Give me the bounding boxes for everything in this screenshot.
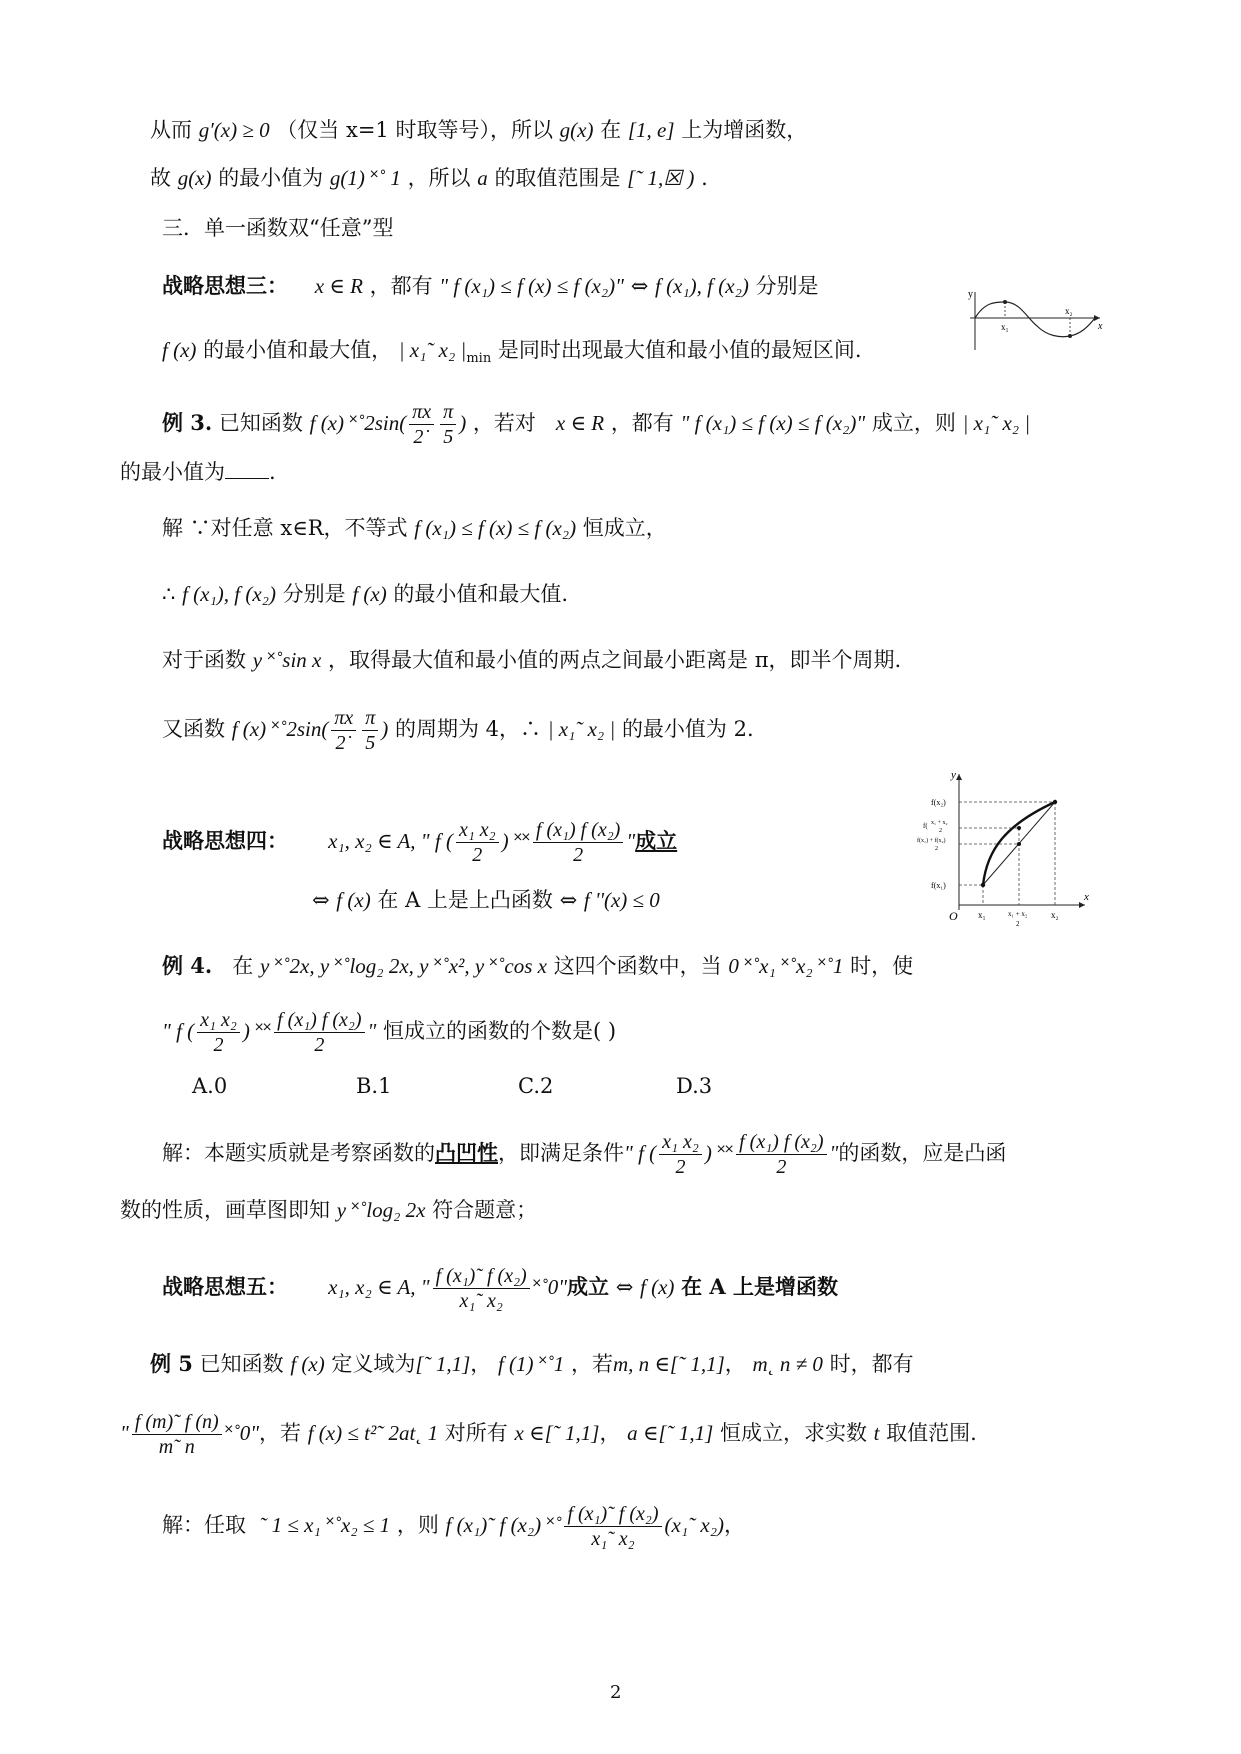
xmid-denominator: 2 [1016,920,1020,928]
math: ) [381,717,389,741]
text: 时，都有 [829,1352,914,1376]
origin-label: O [949,909,958,923]
text: ， [724,1513,745,1537]
math: t [873,1421,880,1445]
math: a ∈[˜ 1,1] [627,1421,714,1445]
line-11 [162,706,754,755]
math: 0 ˟˚x₁ ˟˚x₂ ˟˚1 [728,954,844,978]
math: [˜ 1,☒ ) [627,166,695,190]
line-13 [312,884,660,916]
text: 分别是 [282,582,346,606]
text: 对所有 [444,1421,508,1445]
x1-label: x₁ [1001,322,1009,332]
answer-blank [225,456,269,479]
text: ，都有 [610,411,674,435]
strategy-label: 战略思想五： [162,1274,288,1299]
math: | x₁˜ x₂ | [962,411,1031,435]
text: 成立，则 [871,411,956,435]
math: ⇔ [630,274,649,298]
text: 时，使 [850,954,914,978]
math: f (x) [640,1275,675,1299]
math: m˛ n ≠ 0 [752,1352,823,1376]
x-axis-label: x [1098,321,1103,332]
line-7 [120,456,276,488]
math: x₁, x₂ ∈ A, " [328,1275,430,1299]
text: 恒成立，求实数 [719,1421,867,1445]
text: 凸凹性 [435,1140,498,1165]
math: g(x) [559,118,594,142]
math: " f ( [162,1019,195,1043]
line-5 [162,334,862,375]
math: a [477,166,488,190]
math: g′(x) ≥ 0 [198,118,270,142]
fraction: $\frac{\text{x₁ x₂}}{2}$ [456,818,499,867]
text: 成立 [635,828,678,853]
text: 这四个函数中，当 [553,954,722,978]
option-b: B.1 [356,1074,392,1098]
text: （仅当 x=1 时取等号），所以 [276,118,553,142]
text: 数的性质，画草图即知 [120,1198,330,1222]
math: y ˟˚log₂ 2x [336,1198,426,1222]
xmid-label: x₁ + x₂ [1008,910,1028,918]
example-label: 例 3. [162,410,213,435]
math: f (x) ˟˚2sin( [231,717,329,741]
x2-label: x₂ [1065,306,1073,316]
math: [1, e] [627,118,675,142]
text: 上为增函数， [681,118,808,142]
y-axis-label: y [968,289,973,300]
example-label: 例 5 [150,1351,193,1376]
line-8 [162,512,667,544]
math: g(1) ˟˚ 1 [329,166,401,190]
text: 在 [600,118,622,142]
line-strategy-4 [162,818,677,867]
text: 分别是 [755,274,819,298]
math: f (x) [352,582,387,606]
math: f (x₁), f (x₂) [654,274,749,298]
math: " f (x₁) ≤ f (x) ≤ f (x₂)" [439,274,624,298]
math: | x₁˜ x₂ | [547,717,616,741]
text: 解 ∵对任意 x∈R，不等式 [162,516,408,540]
line-17 [162,1130,1006,1179]
text: 成立 [567,1274,610,1299]
text: 已知函数 [218,411,303,435]
line-21 [120,1410,977,1459]
text: 恒成立的函数的个数是( ) [383,1019,617,1043]
text: ， [724,1352,746,1376]
math: f (x) [162,338,197,362]
math: ) ˟˟ [242,1019,272,1043]
text: 已知函数 [199,1352,284,1376]
section-heading [162,212,393,244]
text: 从而 [150,118,192,142]
example-label: 例 4. [162,953,213,978]
fraction: $\frac{\text{f (x₁) f (x₂)}}{2}$ [274,1008,364,1057]
text: ， [470,1352,492,1376]
math: y ˟˚sin x [252,648,322,672]
fraction: $\frac{\text{f (x₁) f (x₂)}}{2}$ [533,818,623,867]
math: ) [459,411,467,435]
math: ) ˟˟ [501,829,530,853]
text: 的最小值和最大值， [203,338,393,362]
strategy-label: 战略思想四： [162,828,288,853]
x2-label: x₂ [1051,910,1059,920]
math: " [626,829,636,853]
math: f (1) ˟˚1 [497,1352,565,1376]
text: ，都有 [369,274,433,298]
favg-label: f(x₁) + f(x₂) [917,838,946,844]
text: 在 A 上是上凸函数 [377,888,553,912]
fmid-numerator: x₁ + x₂ [931,820,948,826]
fraction: $\frac{f (m)˜ f (n)}{m˜ n}$ [132,1410,222,1459]
text: 的最小值为 2. [621,717,754,741]
math: f (x₁) ≤ f (x) ≤ f (x₂) [414,516,577,540]
line-18 [120,1194,537,1226]
x1-label: x₁ [978,910,986,920]
math: [˜ 1,1] [415,1352,471,1376]
fraction: $\frac{\text{f (x₁)˜ f (x₂)}}{\text{x₁˜ x₂}}$ [564,1502,661,1551]
math: m, n ∈[˜ 1,1] [612,1352,725,1376]
math: ˟˚0" [532,1275,568,1299]
subscript: min [466,351,492,367]
math: ⇔ [312,888,330,912]
math: " f ( [624,1141,657,1165]
text: 的最小值为 [218,166,324,190]
line-22 [162,1502,745,1551]
option-a: A.0 [192,1074,228,1098]
text: 的函数，应是凸函 [838,1141,1007,1165]
fraction: $\frac{\text{x₁ x₂}}{2}$ [659,1130,702,1179]
text: 是同时出现最大值和最小值的最短区间. [497,338,862,362]
concave-function-figure [905,770,1095,932]
math: f (x) ˟˚2sin( [309,411,407,435]
text: ，若 [259,1421,302,1445]
line-9 [162,578,568,610]
math: f (x) [336,888,371,912]
text: 解：本题实质就是考察函数的 [162,1141,435,1165]
math: f (x) ≤ t²˜ 2at˛ 1 [307,1421,439,1445]
fraction: $\frac{\text{x₁ x₂}}{2}$ [197,1008,240,1057]
fraction: $\frac{\text{f (x₁) f (x₂)}}{2}$ [736,1130,826,1179]
text: 又函数 [162,717,225,741]
option-d: D.3 [676,1074,713,1098]
text: 的周期为 4，∴ [394,717,542,741]
math: " [367,1019,377,1043]
fraction: $\frac{\pi}{5}$ [362,706,378,755]
math: g(x) [177,166,212,190]
text: 在 [232,954,254,978]
math: ⇔ [615,1275,634,1299]
math: ) ˟˟ [704,1141,734,1165]
line-1 [150,114,807,146]
line-example-4 [162,950,913,982]
fraction: $\frac{\text{f (x₁)˜ f (x₂)}}{\text{x₁˜ x₂}}$ [433,1264,530,1313]
math: " [829,1141,839,1165]
fraction: $\frac{\pi x}{2˙}$ [409,400,434,449]
math: " f (x₁) ≤ f (x) ≤ f (x₂)" [680,411,866,435]
line-15 [162,1008,616,1057]
text: 定义域为 [331,1352,416,1376]
x-axis-label: x [1084,891,1089,903]
fx2-label: f(x₂) [931,798,946,807]
text: 解：任取 [162,1513,246,1537]
text: 故 [150,166,171,190]
math: x ∈ R [555,411,605,435]
sine-sketch-figure [965,288,1105,356]
text: 的最小值为 [120,460,225,484]
text: 在 A 上是增函数 [681,1274,839,1299]
text: 取值范围. [886,1421,977,1445]
math: x₁, x₂ ∈ A, " f ( [328,829,453,853]
text: 对于函数 [162,648,246,672]
text: ，若对 [472,411,536,435]
text: 的取值范围是 [494,166,621,190]
math: " [120,1421,129,1445]
text: ，所以 [407,166,471,190]
text: 的最小值和最大值. [393,582,569,606]
line-example-3 [162,400,1030,449]
text: 符合题意； [432,1198,538,1222]
math: x ∈[˜ 1,1] [514,1421,600,1445]
fmid-label: f( [923,822,928,830]
fmid-denominator: 2 [939,828,942,834]
fraction: $\frac{\pi}{5}$ [440,400,456,449]
math: x ∈ R [314,274,363,298]
math: (x₁˜ x₂) [664,1513,724,1537]
fx1-label: f(x₁) [931,881,946,890]
math: ˜ 1 ≤ x₁ ˟˚x₂ ≤ 1 [259,1513,391,1537]
math: | x₁˜ x₂ | [398,338,467,362]
line-2 [150,162,708,194]
line-strategy-5 [162,1264,838,1313]
line-strategy-3 [162,270,819,302]
math: f ''(x) ≤ 0 [583,888,660,912]
line-10 [162,644,901,676]
page-number: 2 [610,1682,622,1703]
math: f (x) [290,1352,325,1376]
math: ⇔ [559,888,578,912]
text: . [269,460,276,484]
text: 恒成立， [582,516,667,540]
math: f (x₁)˜ f (x₂) ˟˚ [445,1513,562,1537]
text: ， [599,1421,621,1445]
heading-text: 三．单一函数双“任意”型 [162,216,394,240]
favg-denominator: 2 [935,846,938,852]
text: ，则 [396,1513,439,1537]
text: ，取得最大值和最小值的两点之间最小距离是 π，即半个周期. [328,648,902,672]
option-c: C.2 [518,1074,554,1098]
fraction: $\frac{\pi x}{2˙}$ [331,706,356,755]
line-example-5 [150,1348,914,1380]
strategy-label: 战略思想三： [162,273,288,298]
text: ，若 [570,1352,613,1376]
text: ∴ [162,582,176,606]
text: ，即满足条件 [498,1141,624,1165]
y-axis-label: y [951,770,956,781]
math: f (x₁), f (x₂) [182,582,276,606]
math: y ˟˚2x, y ˟˚log₂ 2x, y ˟˚x², y ˟˚cos x [259,954,547,978]
text: . [701,166,708,190]
math: ˟˚0" [224,1421,260,1445]
